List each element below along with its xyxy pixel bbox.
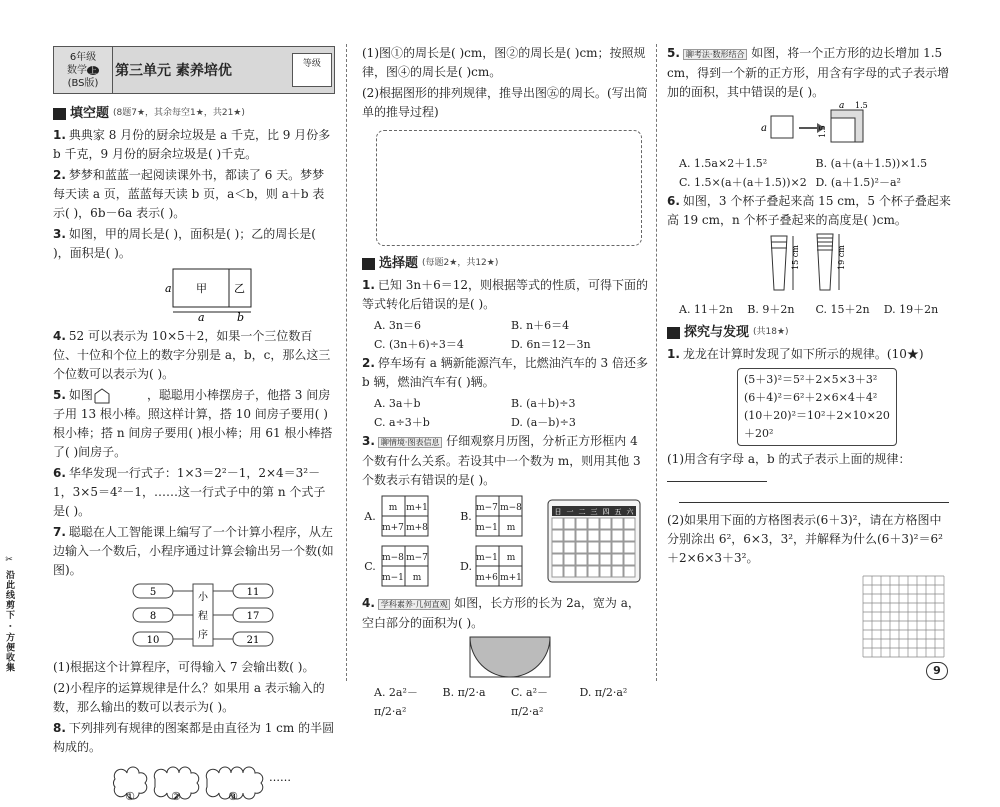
svg-text:D.: D. [460,560,472,573]
explore-question-1: 1. 龙龙在计算时发现了如下所示的规律。(10★) [667,347,924,361]
fig-label: 乙 [234,282,245,295]
calendar-cell [552,566,563,577]
edition-label: (BS版) [67,78,99,89]
option[interactable]: B. n＋6＝4 [511,319,570,332]
calendar-cell [576,530,587,541]
explore-question-1-1: (1)用含有字母 a，b 的式子表示上面的规律： [667,450,952,488]
calendar-cell [576,554,587,565]
calendar-cell [564,566,575,577]
section-fill-in [53,104,335,123]
question-tag: 聊情境·图表信息 [378,437,443,448]
answer-line[interactable] [667,481,767,482]
program-flow-figure [53,582,335,652]
calendar-cell [612,530,623,541]
option[interactable]: B. (a＋(a＋1.5))×1.5 [815,157,928,170]
calendar-grids-figure [362,492,648,588]
options [362,316,648,354]
answer-line[interactable] [679,502,949,503]
calendar-cell [612,566,623,577]
question-3: 3. 如图，甲的周长是( )，面积是( )；乙的周长是( )，面积是( )。 [53,227,316,260]
subject-label: 数学 [67,65,87,76]
calendar-cell [588,518,599,529]
svg-text:m: m [506,553,516,563]
calendar-cell [588,554,599,565]
svg-text:19 cm: 19 cm [837,245,846,270]
calendar-cell [552,554,563,565]
option[interactable]: D. (a＋1.5)²－a² [815,176,901,189]
volume-label: 上 [89,66,97,75]
choice-question-3: 3. 聊情境·图表信息 仔细观察月历图，分析正方形框内 4 个数有什么关系。若设其中一个数为 m，则用其他 3 个数表示有错误的是( )。 [362,434,641,487]
section-multiple-choice: 选择题 (每题2★，共12★) [362,254,648,273]
choice-question-4: 4. 学科素养·几何直观 如图，长方形的长为 2a，宽为 a，空白部分的面积为( )。 [362,596,640,630]
section-note: (8题7★，其余每空1★，共21★) [113,108,245,118]
calendar-cell [624,530,635,541]
option[interactable]: A. 2a²－π/2·a² [374,686,418,718]
question-6: 6. 华华发现一行式子：1×3＝2²－1，2×4＝3²－1，3×5＝4²－1，……这一行式子中的第 n 个式子是( )。 [53,466,326,518]
calendar-cell [624,542,635,553]
rectangle-figure [53,265,335,324]
svg-text:序: 序 [198,630,208,641]
section-title: 填空题 [70,106,110,121]
choice-question-5: 5. 聊考法·数形结合 如图，将一个正方形的边长增加 1.5 cm，得到一个新的正方形，用含有字母的式子表示增加的面积，其中错误的是( )。 [667,46,950,99]
svg-text:m: m [388,503,398,513]
svg-text:m: m [412,573,422,583]
cut-line-label: ✂ 沿此线剪下 · 方便收集 [4,555,14,673]
pattern-label: ③ [228,790,238,803]
option[interactable]: A. 1.5a×2＋1.5² [679,157,768,170]
options [362,394,648,432]
calendar-cell [624,554,635,565]
choice-question-2: 2. 停车场有 a 辆新能源汽车，比燃油汽车的 3 倍还多 b 辆，燃油汽车有( )辆。 [362,356,648,389]
option[interactable]: D. 19＋2n [883,303,939,316]
output-value: 21 [246,635,260,646]
svg-text:m−8: m−8 [500,503,522,513]
svg-text:m−7: m−7 [406,553,428,563]
input-value: 10 [146,635,160,646]
question-tag: 学科素养·几何直观 [378,599,451,610]
options [667,154,952,192]
svg-text:m−8: m−8 [382,553,404,563]
svg-text:1.5: 1.5 [855,101,868,110]
calendar-cell [612,554,623,565]
calendar-cell [600,542,611,553]
calendar-cell [552,518,563,529]
output-value: 11 [246,587,260,598]
option[interactable]: B. (a＋b)÷3 [511,397,576,410]
calendar-cell [576,542,587,553]
calendar-cell [576,518,587,529]
svg-text:m−7: m−7 [476,503,498,513]
formula: (5＋3)²＝5²＋2×5×3＋3² [744,373,878,386]
svg-text:……: …… [269,771,291,784]
svg-text:m+8: m+8 [406,523,428,533]
option[interactable]: C. (3n＋6)÷3＝4 [374,338,464,351]
page-number: 9 [926,662,948,680]
choice-question-1: 1. 已知 3n＋6＝12，则根据等式的性质，可得下面的等式转化后错误的是( )。 [362,278,649,311]
section-marker-icon [362,258,375,270]
svg-text:m+7: m+7 [382,523,404,533]
svg-text:程: 程 [198,611,208,622]
options [667,300,952,319]
option[interactable]: D. π/2·a² [579,686,628,699]
section-explore: 探究与发现 (共18★) [667,323,952,342]
svg-text:二: 二 [578,508,586,516]
fig-label: 甲 [196,282,207,295]
svg-text:B.: B. [460,510,472,523]
formula: (10＋20)²＝10²＋2×10×20＋20² [744,409,890,440]
question-8: 8. 下列排列有规律的图案都是由直径为 1 cm 的半圆构成的。 [53,721,335,754]
question-4: 4. 52 可以表示为 10×5＋2，如果一个三位数百位、十位和个位上的数字分别是 a，b，c，那么这三个位数可以表示为( )。 [53,329,331,381]
calendar-cell [588,530,599,541]
unit-title: 第三单元 素养培优 [115,63,232,79]
option[interactable]: D. 6n＝12－3n [511,338,591,351]
fig-label: a [165,282,172,295]
option[interactable]: D. (a－b)÷3 [511,416,576,429]
column-1 [53,100,335,807]
question-1: 1. 典典家 8 月份的厨余垃圾是 a 千克，比 9 月份多 b 千克，9 月份的厨余垃圾是( )千克。 [53,128,331,161]
question-8-2: (2)根据图形的排列规律，推导出图㊄的周长。(写出简单的推导过程) [362,86,648,119]
input-value: 5 [149,587,157,598]
svg-text:A.: A. [364,510,376,523]
column-3 [667,44,952,696]
calendar-cell [612,518,623,529]
option[interactable]: B. 9＋2n [747,303,795,316]
options [362,683,648,721]
calendar-cell [564,530,575,541]
calendar-cell [564,554,575,565]
calendar-cell [588,542,599,553]
grade-badge [53,46,113,94]
svg-text:四: 四 [602,508,610,516]
option[interactable]: A. 3n＝6 [374,319,422,332]
column-divider [346,44,347,681]
calendar-cell [624,566,635,577]
stick-houses-icon [93,388,147,404]
question-7-2: (2)小程序的运算规律是什么？如果用 a 表示输入的数，那么输出的数可以表示为( )。 [53,681,325,714]
svg-text:一: 一 [566,508,574,516]
svg-text:m−1: m−1 [476,523,498,533]
svg-text:m: m [506,523,516,533]
section-marker-icon [53,108,66,120]
calendar-cell [600,518,611,529]
question-7: 7. 聪聪在人工智能课上编写了一个计算小程序，从左边输入一个数后，小程序通过计算会输出另一个数(如图)。 [53,525,334,577]
choice-question-6: 6. 如图，3 个杯子叠起来高 15 cm，5 个杯子叠起来高 19 cm，n 个杯子叠起来的高度是( )cm。 [667,194,951,227]
fig-label: a [198,311,205,324]
svg-text:三: 三 [590,508,598,516]
square-grid[interactable] [667,570,952,690]
svg-text:m+6: m+6 [476,573,498,583]
calendar-cell [552,542,563,553]
explore-question-1-2: (2)如果用下面的方格图表示(6＋3)²，请在方格图中分别涂出 6²，6×3，3²，并解释为什么(6＋3)²＝6²＋2×6×3＋3²。 [667,513,943,565]
question-5: 5. 如图 ，聪聪用小棒摆房子，他搭 3 间房子用 13 根小棒。照这样计算，搭 10 间房子要用( )根小棒；搭 n 间房子要用( )根小棒；用 61 根小棒搭了( )间房子。 [53,388,333,459]
option[interactable]: C. 15＋2n [815,303,870,316]
svg-text:C.: C. [364,560,376,573]
column-divider [656,44,657,681]
option[interactable]: C. 1.5×(a＋(a＋1.5))×2 [679,176,807,189]
grade-label: 6年级 [69,52,97,63]
semicircle-rectangle-figure [362,635,648,677]
unit-title-bar [113,46,335,94]
calendar-cell [612,542,623,553]
output-value: 17 [246,611,260,622]
svg-text:六: 六 [626,508,634,516]
option[interactable]: C. a²－π/2·a² [511,686,548,718]
calendar-cell [600,554,611,565]
svg-text:a: a [839,101,845,111]
calendar-cell [576,566,587,577]
page-header [53,46,335,94]
svg-text:a: a [761,123,767,134]
svg-text:1.5: 1.5 [818,125,827,138]
section-marker-icon [667,327,680,339]
grade-box: 等级 [292,53,332,87]
option[interactable]: A. 11＋2n [679,303,734,316]
pattern-label: ② [171,790,181,803]
svg-text:m+1: m+1 [406,503,428,513]
pattern-label: ① [125,790,135,803]
calendar-icon [548,500,640,582]
formula-box [737,368,897,446]
column-2 [362,44,648,721]
option[interactable]: C. a÷3＋b [374,416,430,429]
stacked-cups-figure [667,232,952,294]
question-8-1: (1)图①的周长是( )cm，图②的周长是( )cm；按照规律，图④的周长是( )cm。 [362,46,646,79]
option[interactable]: B. π/2·a [442,686,486,699]
svg-text:小: 小 [198,592,208,603]
square-growth-figure [667,101,952,148]
semicircle-pattern-figure [53,759,335,801]
svg-text:m+1: m+1 [500,573,522,583]
svg-text:m−1: m−1 [382,573,404,583]
calendar-cell [564,542,575,553]
input-value: 8 [149,611,157,622]
calendar-cell [624,518,635,529]
svg-text:五: 五 [614,508,622,516]
question-2: 2. 梦梦和蓝蓝一起阅读课外书，都读了 6 天。梦梦每天读 a 页，蓝蓝每天读 b 页，a＜b，则 a＋b 表示( )，6b－6a 表示( )。 [53,168,325,220]
option[interactable]: A. 3a＋b [374,397,421,410]
calendar-cell [600,530,611,541]
svg-text:15 cm: 15 cm [791,245,800,270]
calendar-cell [600,566,611,577]
calendar-cell [588,566,599,577]
svg-text:日: 日 [554,508,562,516]
calendar-cell [552,530,563,541]
fig-label: b [237,311,245,324]
calendar-cell [564,518,575,529]
svg-text:m−1: m−1 [476,553,498,563]
answer-box[interactable] [376,130,642,246]
formula: (6＋4)²＝6²＋2×6×4＋4² [744,391,878,404]
question-tag: 聊考法·数形结合 [683,49,748,60]
question-7-1: (1)根据这个计算程序，可得输入 7 会输出数( )。 [53,660,315,674]
